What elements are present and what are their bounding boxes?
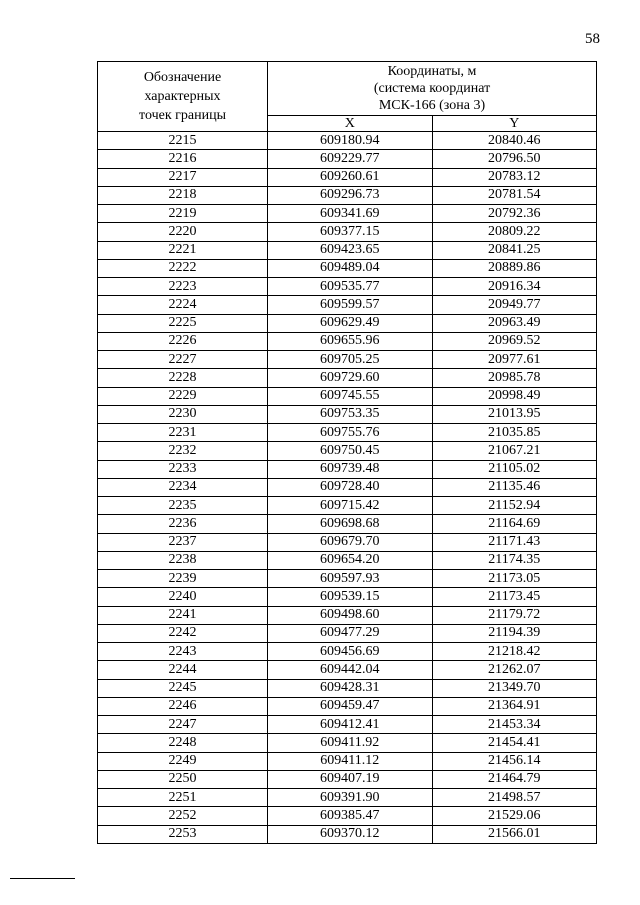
table-row [98, 259, 597, 277]
y-coordinate-cell: 21194.39 [432, 624, 597, 642]
table-row [98, 551, 597, 569]
point-header-line-3: точек границы [139, 108, 226, 123]
point-id-cell: 2227 [98, 351, 268, 369]
point-id-cell: 2224 [98, 296, 268, 314]
x-coordinate-cell: 609412.41 [268, 716, 433, 734]
x-coordinate-cell: 609698.68 [268, 515, 433, 533]
x-coordinate-cell: 609654.20 [268, 551, 433, 569]
point-id-cell: 2245 [98, 679, 268, 697]
table-row [98, 643, 597, 661]
page-number: 58 [585, 31, 600, 47]
point-id-cell: 2250 [98, 770, 268, 788]
x-coordinate-cell: 609750.45 [268, 442, 433, 460]
x-coordinate-cell: 609407.19 [268, 770, 433, 788]
y-coordinate-cell: 21152.94 [432, 497, 597, 515]
y-coordinate-cell: 21498.57 [432, 789, 597, 807]
point-id-cell: 2248 [98, 734, 268, 752]
coords-header-line-3: МСК-166 (зона 3) [378, 98, 486, 113]
y-coordinate-cell: 20783.12 [432, 168, 597, 186]
point-id-cell: 2220 [98, 223, 268, 241]
x-coordinate-cell: 609442.04 [268, 661, 433, 679]
point-header-line-2: характерных [144, 89, 221, 104]
point-id-cell: 2222 [98, 259, 268, 277]
point-id-cell: 2231 [98, 424, 268, 442]
table-row [98, 661, 597, 679]
y-coordinate-cell: 20985.78 [432, 369, 597, 387]
table-row [98, 186, 597, 204]
point-id-cell: 2253 [98, 825, 268, 843]
x-coordinate-cell: 609655.96 [268, 332, 433, 350]
table-row [98, 752, 597, 770]
y-coordinate-cell: 21464.79 [432, 770, 597, 788]
coordinates-table [97, 61, 597, 844]
table-row [98, 478, 597, 496]
table-row [98, 770, 597, 788]
y-coordinate-cell: 21218.42 [432, 643, 597, 661]
x-coordinate-cell: 609489.04 [268, 259, 433, 277]
x-coordinate-cell: 609629.49 [268, 314, 433, 332]
table-row [98, 606, 597, 624]
table-row [98, 387, 597, 405]
y-coordinate-cell: 20916.34 [432, 278, 597, 296]
x-coordinate-cell: 609423.65 [268, 241, 433, 259]
y-coordinate-cell: 20998.49 [432, 387, 597, 405]
table-row [98, 405, 597, 423]
table-row [98, 533, 597, 551]
y-coordinate-cell: 21529.06 [432, 807, 597, 825]
y-coordinate-cell: 20977.61 [432, 351, 597, 369]
y-column-header: Y [432, 116, 597, 132]
point-id-cell: 2217 [98, 168, 268, 186]
x-coordinate-cell: 609456.69 [268, 643, 433, 661]
point-id-cell: 2251 [98, 789, 268, 807]
table-row [98, 424, 597, 442]
point-id-cell: 2218 [98, 186, 268, 204]
x-column-header: X [268, 116, 433, 132]
x-coordinate-cell: 609539.15 [268, 588, 433, 606]
table-body [98, 132, 597, 844]
y-coordinate-cell: 21035.85 [432, 424, 597, 442]
x-coordinate-cell: 609729.60 [268, 369, 433, 387]
y-coordinate-cell: 21262.07 [432, 661, 597, 679]
y-coordinate-cell: 20969.52 [432, 332, 597, 350]
y-coordinate-cell: 20792.36 [432, 205, 597, 223]
table-row [98, 515, 597, 533]
point-id-cell: 2243 [98, 643, 268, 661]
x-coordinate-cell: 609370.12 [268, 825, 433, 843]
point-id-cell: 2240 [98, 588, 268, 606]
x-coordinate-cell: 609385.47 [268, 807, 433, 825]
y-coordinate-cell: 20841.25 [432, 241, 597, 259]
y-coordinate-cell: 21179.72 [432, 606, 597, 624]
table-row [98, 442, 597, 460]
point-id-cell: 2247 [98, 716, 268, 734]
y-coordinate-cell: 21164.69 [432, 515, 597, 533]
x-coordinate-cell: 609715.42 [268, 497, 433, 515]
table-header [98, 62, 597, 132]
x-coordinate-cell: 609498.60 [268, 606, 433, 624]
point-id-cell: 2236 [98, 515, 268, 533]
x-coordinate-cell: 609411.92 [268, 734, 433, 752]
point-id-cell: 2216 [98, 150, 268, 168]
y-coordinate-cell: 20809.22 [432, 223, 597, 241]
point-id-cell: 2237 [98, 533, 268, 551]
header-row-top [98, 62, 597, 116]
table-row [98, 369, 597, 387]
table-row [98, 205, 597, 223]
y-coordinate-cell: 21454.41 [432, 734, 597, 752]
y-coordinate-cell: 20949.77 [432, 296, 597, 314]
table-row [98, 807, 597, 825]
point-id-cell: 2215 [98, 132, 268, 150]
y-coordinate-cell: 21173.05 [432, 570, 597, 588]
x-coordinate-cell: 609745.55 [268, 387, 433, 405]
point-id-cell: 2252 [98, 807, 268, 825]
table-row [98, 296, 597, 314]
point-id-cell: 2238 [98, 551, 268, 569]
table-row [98, 497, 597, 515]
point-id-cell: 2234 [98, 478, 268, 496]
y-coordinate-cell: 21067.21 [432, 442, 597, 460]
table-row [98, 570, 597, 588]
x-coordinate-cell: 609296.73 [268, 186, 433, 204]
x-coordinate-cell: 609341.69 [268, 205, 433, 223]
x-coordinate-cell: 609229.77 [268, 150, 433, 168]
table-row [98, 223, 597, 241]
table-row [98, 697, 597, 715]
table-row [98, 314, 597, 332]
y-coordinate-cell: 21105.02 [432, 460, 597, 478]
y-coordinate-cell: 21171.43 [432, 533, 597, 551]
x-coordinate-cell: 609535.77 [268, 278, 433, 296]
y-coordinate-cell: 21013.95 [432, 405, 597, 423]
coords-header-line-2: (система координат [373, 81, 491, 96]
table-row [98, 150, 597, 168]
x-coordinate-cell: 609377.15 [268, 223, 433, 241]
point-id-cell: 2235 [98, 497, 268, 515]
table-row [98, 168, 597, 186]
y-coordinate-cell: 20781.54 [432, 186, 597, 204]
point-id-cell: 2239 [98, 570, 268, 588]
y-coordinate-cell: 21453.34 [432, 716, 597, 734]
table-row [98, 132, 597, 150]
y-coordinate-cell: 21173.45 [432, 588, 597, 606]
point-id-cell: 2242 [98, 624, 268, 642]
y-coordinate-cell: 21364.91 [432, 697, 597, 715]
coords-header-line-1: Координаты, м [387, 64, 477, 79]
y-coordinate-cell: 21174.35 [432, 551, 597, 569]
table-row [98, 825, 597, 843]
y-coordinate-cell: 21566.01 [432, 825, 597, 843]
table-row [98, 734, 597, 752]
point-id-cell: 2246 [98, 697, 268, 715]
table-row [98, 716, 597, 734]
table-row [98, 241, 597, 259]
y-coordinate-cell: 21135.46 [432, 478, 597, 496]
x-coordinate-cell: 609705.25 [268, 351, 433, 369]
x-coordinate-cell: 609728.40 [268, 478, 433, 496]
x-coordinate-cell: 609411.12 [268, 752, 433, 770]
point-id-cell: 2241 [98, 606, 268, 624]
x-coordinate-cell: 609755.76 [268, 424, 433, 442]
point-id-cell: 2221 [98, 241, 268, 259]
point-id-cell: 2225 [98, 314, 268, 332]
point-id-cell: 2219 [98, 205, 268, 223]
x-coordinate-cell: 609459.47 [268, 697, 433, 715]
point-id-cell: 2232 [98, 442, 268, 460]
x-coordinate-cell: 609753.35 [268, 405, 433, 423]
x-coordinate-cell: 609599.57 [268, 296, 433, 314]
x-coordinate-cell: 609180.94 [268, 132, 433, 150]
table-row [98, 278, 597, 296]
point-designation-header [98, 62, 268, 132]
table-row [98, 588, 597, 606]
footnote-rule [10, 878, 75, 879]
point-id-cell: 2226 [98, 332, 268, 350]
point-header-line-1: Обозначение [143, 70, 222, 85]
table-row [98, 460, 597, 478]
table-row [98, 789, 597, 807]
y-coordinate-cell: 20796.50 [432, 150, 597, 168]
point-id-cell: 2230 [98, 405, 268, 423]
point-id-cell: 2223 [98, 278, 268, 296]
x-coordinate-cell: 609739.48 [268, 460, 433, 478]
point-id-cell: 2233 [98, 460, 268, 478]
x-coordinate-cell: 609428.31 [268, 679, 433, 697]
y-coordinate-cell: 20840.46 [432, 132, 597, 150]
coordinates-header [268, 62, 597, 116]
y-coordinate-cell: 21456.14 [432, 752, 597, 770]
point-id-cell: 2244 [98, 661, 268, 679]
y-coordinate-cell: 20889.86 [432, 259, 597, 277]
y-coordinate-cell: 21349.70 [432, 679, 597, 697]
table-row [98, 624, 597, 642]
table-row [98, 351, 597, 369]
x-coordinate-cell: 609391.90 [268, 789, 433, 807]
table-row [98, 332, 597, 350]
point-id-cell: 2229 [98, 387, 268, 405]
point-id-cell: 2249 [98, 752, 268, 770]
x-coordinate-cell: 609679.70 [268, 533, 433, 551]
point-id-cell: 2228 [98, 369, 268, 387]
y-coordinate-cell: 20963.49 [432, 314, 597, 332]
x-coordinate-cell: 609597.93 [268, 570, 433, 588]
x-coordinate-cell: 609260.61 [268, 168, 433, 186]
table-row [98, 679, 597, 697]
x-coordinate-cell: 609477.29 [268, 624, 433, 642]
